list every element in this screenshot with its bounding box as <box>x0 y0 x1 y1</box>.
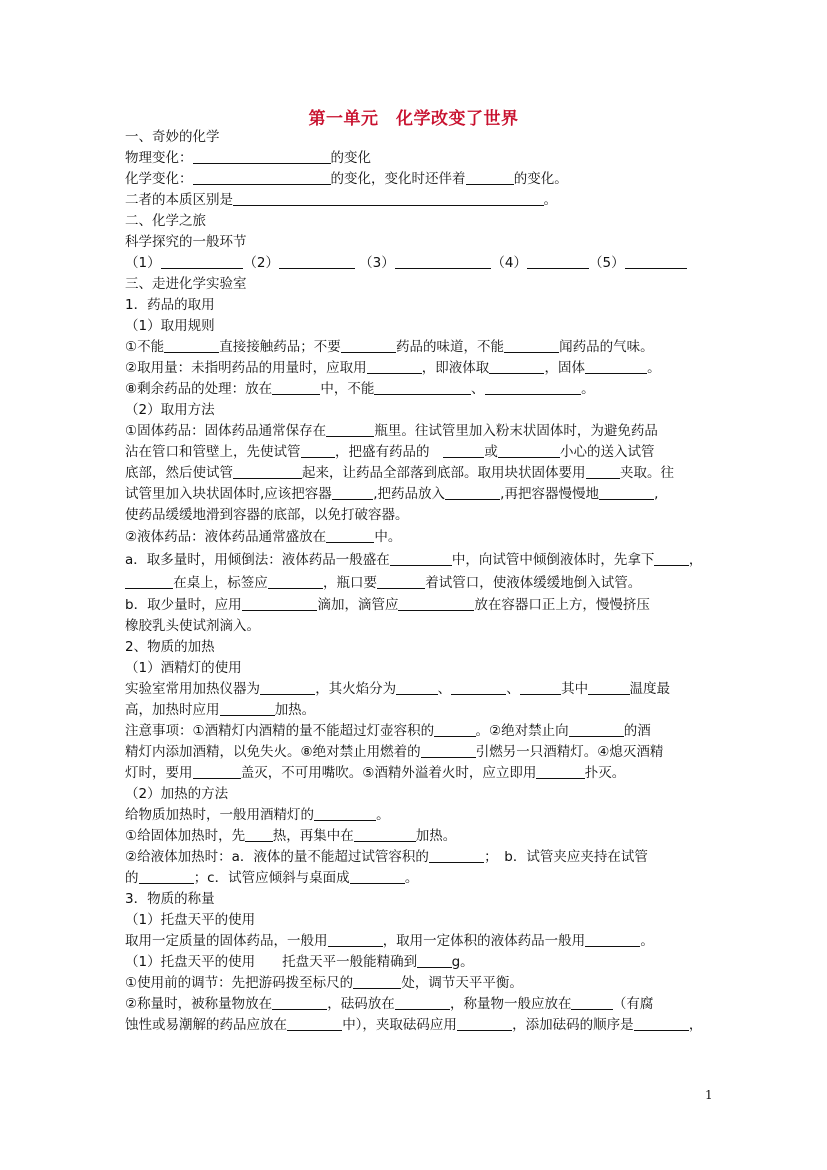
text-line: （2）加热的方法 <box>125 786 229 802</box>
fill-in-blank[interactable] <box>233 464 302 479</box>
fill-in-blank[interactable] <box>377 574 425 589</box>
text-line: 科学探究的一般环节 <box>125 234 247 250</box>
fill-in-blank[interactable] <box>504 338 559 353</box>
text-line: 1．药品的取用 <box>125 297 215 313</box>
text-line: 物理变化： 的变化 <box>125 150 371 166</box>
fill-in-blank[interactable] <box>139 869 194 884</box>
fill-in-blank[interactable] <box>569 722 624 737</box>
fill-in-blank[interactable] <box>390 551 452 566</box>
text-line: 注意事项：①酒精灯内酒精的量不能超过灯壶容积的 。②绝对禁止向 的酒 <box>125 723 651 739</box>
fill-in-blank[interactable] <box>260 680 315 695</box>
fill-in-blank[interactable] <box>301 443 336 458</box>
fill-in-blank[interactable] <box>396 680 437 695</box>
text-line: 给物质加热时，一般用酒精灯的 。 <box>125 807 390 823</box>
text-line: （2）取用方法 <box>125 402 215 418</box>
fill-in-blank[interactable] <box>489 359 544 374</box>
text-line: 实验室常用加热仪器为 ，其火焰分为 、 、 其中 温度最 <box>125 681 671 697</box>
fill-in-blank[interactable] <box>585 932 640 947</box>
fill-in-blank[interactable] <box>367 359 422 374</box>
fill-in-blank[interactable] <box>314 806 376 821</box>
text-line: 沾在管口和管壁上，先使试管 ，把盛有药品的 或 小心的送入试管 <box>125 444 655 460</box>
fill-in-blank[interactable] <box>326 528 374 543</box>
document-body <box>125 127 765 1036</box>
text-line: 的 ；c．试管应倾斜与桌面成 。 <box>125 870 419 886</box>
fill-in-blank[interactable] <box>245 827 273 842</box>
fill-in-blank[interactable] <box>193 149 331 164</box>
fill-in-blank[interactable] <box>654 551 689 566</box>
fill-in-blank[interactable] <box>272 380 320 395</box>
fill-in-blank[interactable] <box>395 254 492 269</box>
text-line: 取用一定质量的固体药品，一般用 ，取用一定体积的液体药品一般用 。 <box>125 933 654 949</box>
text-line: ②取用量：未指明药品的用量时，应取用 ，即液体取 ，固体 。 <box>125 360 661 376</box>
text-line: 一、奇妙的化学 <box>125 129 220 145</box>
fill-in-blank[interactable] <box>374 380 471 395</box>
page-title: 第一单元 化学改变了世界 <box>308 109 519 129</box>
text-line: 3．物质的称量 <box>125 891 215 907</box>
text-line: 2、物质的加热 <box>125 639 215 655</box>
fill-in-blank[interactable] <box>354 827 416 842</box>
fill-in-blank[interactable] <box>287 1016 342 1031</box>
text-line: 橡胶乳头使试剂滴入。 <box>125 618 260 634</box>
page-number: 1 <box>705 1088 713 1102</box>
text-line: ②给液体加热时：a．液体的量不能超过试管容积的 ； b．试管夹应夹持在试管 <box>125 849 648 865</box>
text-line: 底部，然后使试管 起来，让药品全部落到底部。取用块状固体要用 夹取。往 <box>125 465 674 481</box>
text-line: ①固体药品：固体药品通常保存在 瓶里。往试管里加入粉末状固体时，为避免药品 <box>125 423 658 439</box>
fill-in-blank[interactable] <box>332 485 373 500</box>
fill-in-blank[interactable] <box>220 701 275 716</box>
fill-in-blank[interactable] <box>586 464 621 479</box>
fill-in-blank[interactable] <box>279 254 355 269</box>
text-line: b．取少量时，应用 滴加，滴管应 放在容器口正上方，慢慢挤压 <box>125 597 650 613</box>
text-line: ①使用前的调节：先把游码拨至标尺的 处，调节天平平衡。 <box>125 975 523 991</box>
text-line: ②称量时，被称量物放在 ，砝码放在 ，称量物一般应放在 （有腐 <box>125 996 654 1012</box>
text-line: 灯时，要用 盖灭，不可用嘴吹。⑤酒精外溢着火时，应立即用 扑灭。 <box>125 765 626 781</box>
text-line: （1）托盘天平的使用 <box>125 912 256 928</box>
text-line: ①给固体加热时，先 热，再集中在 加热。 <box>125 828 457 844</box>
text-line: a．取多量时，用倾倒法：液体药品一般盛在 中，向试管中倾倒液体时，先拿下 ， <box>125 552 703 568</box>
fill-in-blank[interactable] <box>242 596 318 611</box>
fill-in-blank[interactable] <box>585 359 647 374</box>
fill-in-blank[interactable] <box>164 338 219 353</box>
fill-in-blank[interactable] <box>233 191 544 206</box>
fill-in-blank[interactable] <box>193 764 241 779</box>
fill-in-blank[interactable] <box>272 995 327 1010</box>
text-line: （1） （2） （3） （4） （5） <box>125 253 765 274</box>
fill-in-blank[interactable] <box>485 380 582 395</box>
fill-in-blank[interactable] <box>328 932 383 947</box>
text-line: 在桌上，标签应 ，瓶口要 着试管口，使液体缓缓地倒入试管。 <box>125 572 765 595</box>
fill-in-blank[interactable] <box>341 338 396 353</box>
fill-in-blank[interactable] <box>599 485 654 500</box>
fill-in-blank[interactable] <box>398 596 474 611</box>
text-line: ⑧剩余药品的处理：放在 中，不能 、 。 <box>125 381 595 397</box>
fill-in-blank[interactable] <box>421 743 476 758</box>
text-line: （1）托盘天平的使用 托盘天平一般能精确到 g。 <box>125 954 474 970</box>
fill-in-blank[interactable] <box>457 1016 512 1031</box>
text-line: 精灯内添加酒精，以免失火。⑧绝对禁止用燃着的 引燃另一只酒精灯。④熄灭酒精 <box>125 744 664 760</box>
fill-in-blank[interactable] <box>161 254 244 269</box>
fill-in-blank[interactable] <box>466 170 514 185</box>
text-line: ①不能 直接接触药品；不要 药品的味道，不能 闻药品的气味。 <box>125 339 654 355</box>
fill-in-blank[interactable] <box>125 574 173 589</box>
text-line: 二者的本质区别是 。 <box>125 192 557 208</box>
text-line: 蚀性或易潮解的药品应放在 中），夹取砝码应用 ，添加砝码的顺序是 ， <box>125 1017 703 1033</box>
text-line: 三、走进化学实验室 <box>125 276 247 292</box>
fill-in-blank[interactable] <box>536 764 584 779</box>
fill-in-blank[interactable] <box>350 869 405 884</box>
fill-in-blank[interactable] <box>634 1016 689 1031</box>
fill-in-blank[interactable] <box>193 170 331 185</box>
fill-in-blank[interactable] <box>451 680 506 695</box>
fill-in-blank[interactable] <box>429 848 484 863</box>
text-line: 高，加热时应用 加热。 <box>125 702 316 718</box>
fill-in-blank[interactable] <box>353 974 401 989</box>
fill-in-blank[interactable] <box>443 443 484 458</box>
text-line: 试管里加入块状固体时,应该把容器 ,把药品放入 ,再把容器慢慢地 , <box>125 486 659 502</box>
text-line: 使药品缓缓地滑到容器的底部，以免打破容器。 <box>125 507 409 523</box>
fill-in-blank[interactable] <box>571 995 612 1010</box>
fill-in-blank[interactable] <box>326 422 374 437</box>
fill-in-blank[interactable] <box>588 680 629 695</box>
fill-in-blank[interactable] <box>395 995 450 1010</box>
fill-in-blank[interactable] <box>445 485 500 500</box>
text-line: ②液体药品：液体药品通常盛放在 中。 <box>125 529 402 545</box>
text-line: （1）酒精灯的使用 <box>125 660 242 676</box>
text-line: 二、化学之旅 <box>125 213 206 229</box>
text-line: （1）取用规则 <box>125 318 215 334</box>
fill-in-blank[interactable] <box>434 722 475 737</box>
fill-in-blank[interactable] <box>498 443 560 458</box>
fill-in-blank[interactable] <box>268 574 323 589</box>
fill-in-blank[interactable] <box>625 254 687 269</box>
fill-in-blank[interactable] <box>417 953 452 968</box>
text-line: 化学变化： 的变化，变化时还伴着 的变化。 <box>125 171 568 187</box>
fill-in-blank[interactable] <box>520 680 561 695</box>
fill-in-blank[interactable] <box>527 254 589 269</box>
